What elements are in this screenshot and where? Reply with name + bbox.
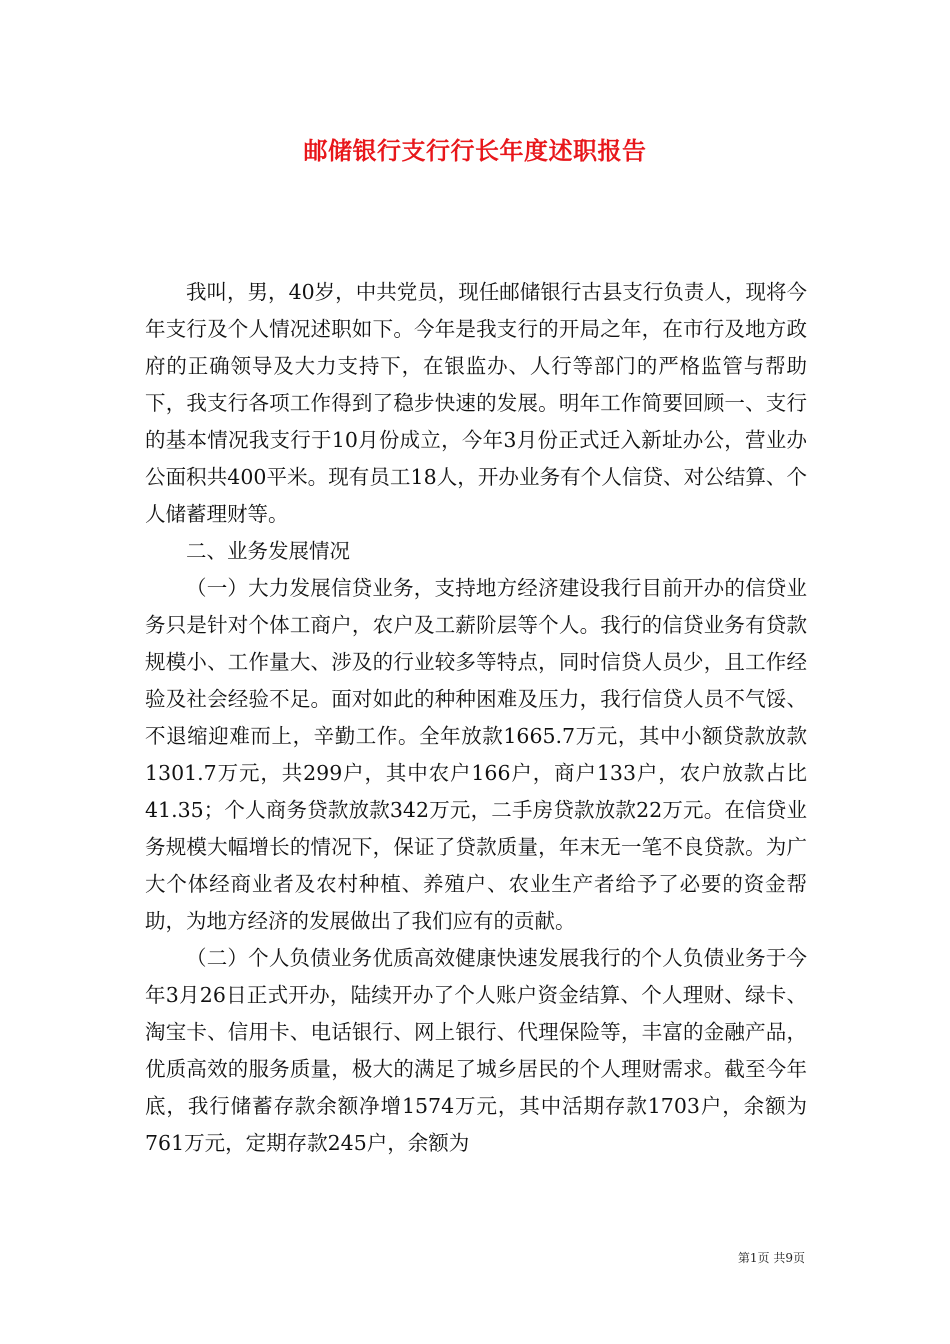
paragraph-credit: （一）大力发展信贷业务，支持地方经济建设我行目前开办的信贷业务只是针对个体工商户，农户及工薪阶层等个人。我行的信贷业务有贷款规模小、工作量大、涉及的行业较多等特点，同时信贷人员少，且工作经验及社会经验不足。面对如此的种种困难及压力，我行信贷人员不气馁、不退缩迎难而上，辛勤工作。全年放款1665.7万元，其中小额贷款放款1301.7万元，共299户，其中农户166户，商户133户，农户放款占比41.35；个人商务贷款放款342万元，二手房贷款放款22万元。在信贷业务规模大幅增长的情况下，保证了贷款质量，年末无一笔不良贷款。为广大个体经商业者及农村种植、养殖户、农业生产者给予了必要的资金帮助，为地方经济的发展做出了我们应有的贡献。 xyxy=(145,576,807,933)
paragraph-intro: 我叫，男，40岁，中共党员，现任邮储银行古县支行负责人，现将今年支行及个人情况述职如下。今年是我支行的开局之年，在市行及地方政府的正确领导及大力支持下，在银监办、人行等部门的严格监管与帮助下，我支行各项工作得到了稳步快速的发展。明年工作简要回顾一、支行的基本情况我支行于10月份成立，今年3月份正式迁入新址办公，营业办公面积共400平米。现有员工18人，开办业务有个人信贷、对公结算、个人储蓄理财等。 xyxy=(145,280,807,526)
document-body xyxy=(145,274,807,1162)
page-number: 第1页 共9页 xyxy=(737,1251,805,1265)
document-title: 邮储银行支行行长年度述职报告 xyxy=(303,136,647,165)
paragraph-liability: （二）个人负债业务优质高效健康快速发展我行的个人负债业务于今年3月26日正式开办，陆续开办了个人账户资金结算、个人理财、绿卡、淘宝卡、信用卡、电话银行、网上银行、代理保险等，丰富的金融产品，优质高效的服务质量，极大的满足了城乡居民的个人理财需求。截至今年底，我行储蓄存款余额净增1574万元，其中活期存款1703户，余额为761万元，定期存款245户，余额为 xyxy=(145,946,807,1155)
section-heading: 二、业务发展情况 xyxy=(186,539,350,563)
